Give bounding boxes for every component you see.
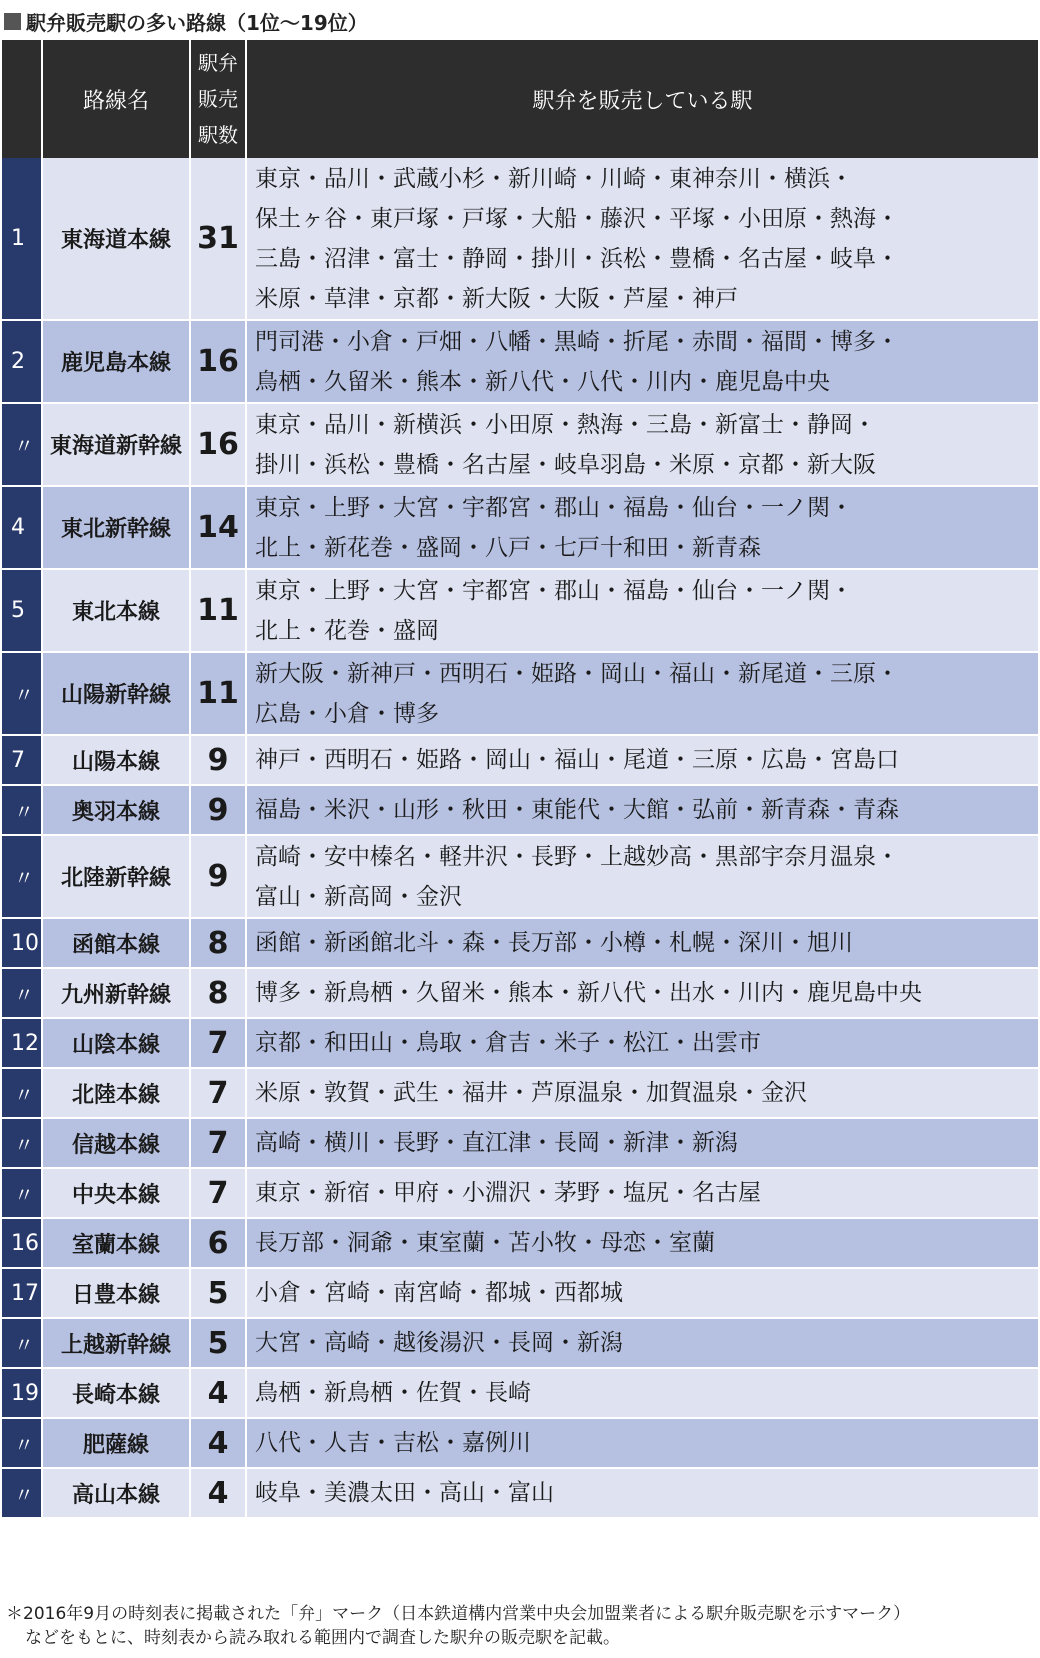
line-name-cell: 山陽新幹線 bbox=[42, 652, 190, 735]
line-name-cell: 東海道本線 bbox=[42, 158, 190, 320]
stations-cell bbox=[246, 1168, 1038, 1218]
stations-line: 富山・新高岡・金沢 bbox=[255, 883, 462, 910]
line-name-cell: 北陸新幹線 bbox=[42, 835, 190, 918]
stations-line: 掛川・浜松・豊橋・名古屋・岐阜羽島・米原・京都・新大阪 bbox=[255, 451, 876, 478]
line-name-cell: 山陽本線 bbox=[42, 735, 190, 785]
station-count-cell: 16 bbox=[190, 403, 246, 486]
header-count-line1: 駅弁 bbox=[198, 51, 238, 75]
station-count-cell: 11 bbox=[190, 569, 246, 652]
station-count-cell: 7 bbox=[190, 1068, 246, 1118]
table-row bbox=[2, 835, 1038, 918]
stations-line: 北上・新花巻・盛岡・八戸・七戸十和田・新青森 bbox=[255, 534, 761, 561]
rank-cell: 16 bbox=[2, 1218, 42, 1268]
rank-cell: 〃 bbox=[2, 1318, 42, 1368]
table-row bbox=[2, 1418, 1038, 1468]
station-count-cell: 7 bbox=[190, 1168, 246, 1218]
stations-line: 鳥栖・新鳥栖・佐賀・長崎 bbox=[255, 1380, 531, 1406]
stations-line: 米原・草津・京都・新大阪・大阪・芦屋・神戸 bbox=[255, 285, 738, 312]
stations-line: 門司港・小倉・戸畑・八幡・黒崎・折尾・赤間・福間・博多・ bbox=[255, 328, 899, 355]
stations-cell bbox=[246, 1418, 1038, 1468]
stations-line: 八代・人吉・吉松・嘉例川 bbox=[255, 1430, 531, 1456]
table-row bbox=[2, 1018, 1038, 1068]
square-bullet-icon bbox=[4, 13, 21, 30]
header-rank bbox=[2, 40, 42, 158]
stations-line: 北上・花巻・盛岡 bbox=[255, 617, 439, 644]
stations-cell bbox=[246, 735, 1038, 785]
stations-line: 函館・新函館北斗・森・長万部・小樽・札幌・深川・旭川 bbox=[255, 930, 853, 956]
stations-cell bbox=[246, 918, 1038, 968]
stations-cell bbox=[246, 1268, 1038, 1318]
stations-cell bbox=[246, 569, 1038, 652]
stations-cell bbox=[246, 968, 1038, 1018]
line-name-cell: 日豊本線 bbox=[42, 1268, 190, 1318]
table-row bbox=[2, 968, 1038, 1018]
station-count-cell: 7 bbox=[190, 1118, 246, 1168]
stations-line: 長万部・洞爺・東室蘭・苫小牧・母恋・室蘭 bbox=[255, 1230, 715, 1256]
table-row bbox=[2, 1118, 1038, 1168]
line-name-cell: 九州新幹線 bbox=[42, 968, 190, 1018]
station-count-cell: 9 bbox=[190, 835, 246, 918]
stations-cell bbox=[246, 1468, 1038, 1518]
stations-line: 岐阜・美濃太田・高山・富山 bbox=[255, 1480, 554, 1506]
stations-cell bbox=[246, 652, 1038, 735]
stations-line: 東京・品川・武蔵小杉・新川崎・川崎・東神奈川・横浜・ bbox=[255, 165, 853, 192]
stations-cell bbox=[246, 403, 1038, 486]
line-name-cell: 上越新幹線 bbox=[42, 1318, 190, 1368]
station-count-cell: 5 bbox=[190, 1318, 246, 1368]
footnote-line1: ＊2016年9月の時刻表に掲載された「弁」マーク（日本鉄道構内営業中央会加盟業者による駅弁販売駅を示すマーク） bbox=[6, 1604, 911, 1624]
line-name-cell: 山陰本線 bbox=[42, 1018, 190, 1068]
rank-cell: 〃 bbox=[2, 1418, 42, 1468]
table-row bbox=[2, 1168, 1038, 1218]
stations-line: 小倉・宮崎・南宮崎・都城・西都城 bbox=[255, 1280, 623, 1306]
header-line-name: 路線名 bbox=[42, 40, 190, 158]
stations-line: 東京・上野・大宮・宇都宮・郡山・福島・仙台・一ノ関・ bbox=[255, 577, 853, 604]
stations-line: 高崎・横川・長野・直江津・長岡・新津・新潟 bbox=[255, 1130, 738, 1156]
line-name-cell: 鹿児島本線 bbox=[42, 320, 190, 403]
stations-line: 福島・米沢・山形・秋田・東能代・大館・弘前・新青森・青森 bbox=[255, 797, 899, 823]
rank-cell: 17 bbox=[2, 1268, 42, 1318]
station-count-cell: 8 bbox=[190, 918, 246, 968]
stations-line: 広島・小倉・博多 bbox=[255, 700, 439, 727]
rank-cell: 1 bbox=[2, 158, 42, 320]
line-name-cell: 信越本線 bbox=[42, 1118, 190, 1168]
rank-cell: 7 bbox=[2, 735, 42, 785]
stations-line: 東京・上野・大宮・宇都宮・郡山・福島・仙台・一ノ関・ bbox=[255, 494, 853, 521]
stations-line: 米原・敦賀・武生・福井・芦原温泉・加賀温泉・金沢 bbox=[255, 1080, 807, 1106]
stations-cell bbox=[246, 1318, 1038, 1368]
stations-line: 大宮・高崎・越後湯沢・長岡・新潟 bbox=[255, 1330, 623, 1356]
footnote bbox=[6, 1602, 1036, 1650]
header-count-line2: 販売 bbox=[198, 87, 238, 111]
stations-line: 神戸・西明石・姫路・岡山・福山・尾道・三原・広島・宮島口 bbox=[255, 747, 899, 773]
ekiben-lines-table bbox=[2, 40, 1038, 1519]
line-name-cell: 長崎本線 bbox=[42, 1368, 190, 1418]
table-row bbox=[2, 158, 1038, 320]
table-body bbox=[2, 158, 1038, 1518]
table-row bbox=[2, 918, 1038, 968]
rank-cell: 〃 bbox=[2, 403, 42, 486]
rank-cell: 10 bbox=[2, 918, 42, 968]
table-row bbox=[2, 1468, 1038, 1518]
stations-line: 鳥栖・久留米・熊本・新八代・八代・川内・鹿児島中央 bbox=[255, 368, 830, 395]
station-count-cell: 14 bbox=[190, 486, 246, 569]
line-name-cell: 奥羽本線 bbox=[42, 785, 190, 835]
station-count-cell: 4 bbox=[190, 1418, 246, 1468]
station-count-cell: 4 bbox=[190, 1368, 246, 1418]
station-count-cell: 16 bbox=[190, 320, 246, 403]
table-row bbox=[2, 1318, 1038, 1368]
header-count-line3: 駅数 bbox=[198, 123, 238, 147]
stations-cell bbox=[246, 1068, 1038, 1118]
station-count-cell: 4 bbox=[190, 1468, 246, 1518]
stations-line: 高崎・安中榛名・軽井沢・長野・上越妙高・黒部宇奈月温泉・ bbox=[255, 843, 899, 870]
stations-line: 博多・新鳥栖・久留米・熊本・新八代・出水・川内・鹿児島中央 bbox=[255, 980, 922, 1006]
table-row bbox=[2, 320, 1038, 403]
table-row bbox=[2, 735, 1038, 785]
stations-line: 東京・品川・新横浜・小田原・熱海・三島・新富士・静岡・ bbox=[255, 411, 876, 438]
stations-cell bbox=[246, 486, 1038, 569]
rank-cell: 〃 bbox=[2, 1168, 42, 1218]
stations-cell bbox=[246, 320, 1038, 403]
footnote-line2: などをもとに、時刻表から読み取れる範囲内で調査した駅弁の販売駅を記載。 bbox=[25, 1628, 620, 1648]
stations-cell bbox=[246, 1118, 1038, 1168]
line-name-cell: 高山本線 bbox=[42, 1468, 190, 1518]
table-row bbox=[2, 1268, 1038, 1318]
stations-cell bbox=[246, 1018, 1038, 1068]
line-name-cell: 北陸本線 bbox=[42, 1068, 190, 1118]
rank-cell: 5 bbox=[2, 569, 42, 652]
line-name-cell: 函館本線 bbox=[42, 918, 190, 968]
rank-cell: 4 bbox=[2, 486, 42, 569]
stations-line: 京都・和田山・鳥取・倉吉・米子・松江・出雲市 bbox=[255, 1030, 761, 1056]
stations-cell bbox=[246, 835, 1038, 918]
station-count-cell: 9 bbox=[190, 735, 246, 785]
stations-cell bbox=[246, 158, 1038, 320]
rank-cell: 〃 bbox=[2, 968, 42, 1018]
line-name-cell: 中央本線 bbox=[42, 1168, 190, 1218]
stations-line: 三島・沼津・富士・静岡・掛川・浜松・豊橋・名古屋・岐阜・ bbox=[255, 245, 899, 272]
table-row bbox=[2, 403, 1038, 486]
stations-cell bbox=[246, 1368, 1038, 1418]
rank-cell: 〃 bbox=[2, 1468, 42, 1518]
stations-cell bbox=[246, 1218, 1038, 1268]
rank-cell: 2 bbox=[2, 320, 42, 403]
stations-line: 保土ヶ谷・東戸塚・戸塚・大船・藤沢・平塚・小田原・熱海・ bbox=[255, 205, 899, 232]
rank-cell: 〃 bbox=[2, 835, 42, 918]
rank-cell: 〃 bbox=[2, 785, 42, 835]
rank-cell: 〃 bbox=[2, 1118, 42, 1168]
table-row bbox=[2, 1068, 1038, 1118]
rank-cell: 19 bbox=[2, 1368, 42, 1418]
line-name-cell: 東北新幹線 bbox=[42, 486, 190, 569]
line-name-cell: 肥薩線 bbox=[42, 1418, 190, 1468]
rank-cell: 〃 bbox=[2, 652, 42, 735]
page-title bbox=[4, 6, 368, 36]
page-title-text: 駅弁販売駅の多い路線（1位〜19位） bbox=[26, 10, 368, 35]
table-row bbox=[2, 486, 1038, 569]
rank-cell: 〃 bbox=[2, 1068, 42, 1118]
line-name-cell: 東北本線 bbox=[42, 569, 190, 652]
line-name-cell: 室蘭本線 bbox=[42, 1218, 190, 1268]
table-row bbox=[2, 1218, 1038, 1268]
rank-cell: 12 bbox=[2, 1018, 42, 1068]
station-count-cell: 5 bbox=[190, 1268, 246, 1318]
station-count-cell: 8 bbox=[190, 968, 246, 1018]
stations-cell bbox=[246, 785, 1038, 835]
table-row bbox=[2, 1368, 1038, 1418]
table-row bbox=[2, 785, 1038, 835]
table-header-row bbox=[2, 40, 1038, 158]
table-row bbox=[2, 652, 1038, 735]
table-row bbox=[2, 569, 1038, 652]
station-count-cell: 11 bbox=[190, 652, 246, 735]
station-count-cell: 9 bbox=[190, 785, 246, 835]
stations-line: 東京・新宿・甲府・小淵沢・茅野・塩尻・名古屋 bbox=[255, 1180, 761, 1206]
station-count-cell: 7 bbox=[190, 1018, 246, 1068]
header-station-count bbox=[190, 40, 246, 158]
stations-line: 新大阪・新神戸・西明石・姫路・岡山・福山・新尾道・三原・ bbox=[255, 660, 899, 687]
line-name-cell: 東海道新幹線 bbox=[42, 403, 190, 486]
station-count-cell: 31 bbox=[190, 158, 246, 320]
header-stations: 駅弁を販売している駅 bbox=[246, 40, 1038, 158]
station-count-cell: 6 bbox=[190, 1218, 246, 1268]
